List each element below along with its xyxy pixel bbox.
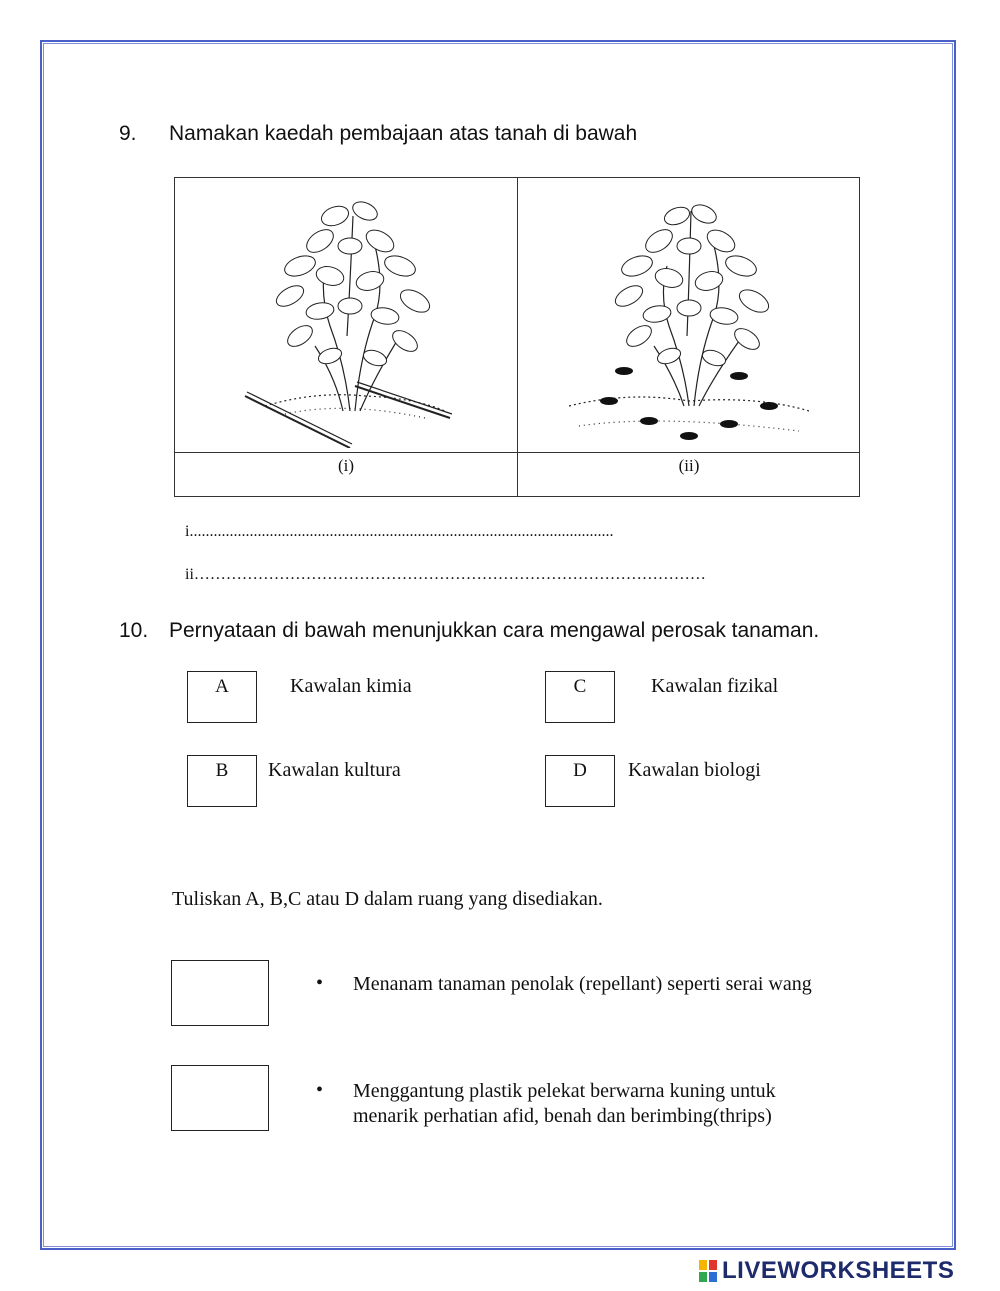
plant-with-surface-band-fertilizer-icon [225, 186, 465, 448]
option-label-c: Kawalan fizikal [651, 675, 779, 697]
answer-box-1[interactable] [171, 960, 269, 1026]
plant-with-ring-hole-fertilizer-icon [559, 196, 819, 448]
answer-line-i[interactable]: i.......................................................................................................... [185, 523, 614, 540]
question-10-text: Pernyataan di bawah menunjukkan cara mengawal perosak tanaman. [169, 619, 820, 642]
figure-caption-i: (i) [337, 456, 355, 475]
instruction-text: Tuliskan A, B,C atau D dalam ruang yang disediakan. [172, 888, 603, 910]
question-10-number: 10. [119, 619, 149, 642]
question-9-number: 9. [119, 122, 137, 145]
statement-2-line1: Menggantung plastik pelekat berwarna kuning untuk [353, 1080, 776, 1102]
option-label-d: Kawalan biologi [628, 759, 761, 781]
bullet-icon: • [316, 972, 324, 994]
liveworksheets-logo[interactable] [698, 1257, 954, 1285]
option-box-a: A [187, 671, 257, 723]
brand-name: LIVEWORKSHEETS [722, 1257, 955, 1284]
statement-1-text: Menanam tanaman penolak (repellant) seperti serai wang [353, 973, 812, 995]
liveworksheets-grid-icon [698, 1259, 718, 1283]
option-label-b: Kawalan kultura [268, 759, 401, 781]
statement-2-line2: menarik perhatian afid, benah dan berimbing(thrips) [353, 1105, 772, 1127]
answer-box-2[interactable] [171, 1065, 269, 1131]
option-box-b: B [187, 755, 257, 807]
option-box-d: D [545, 755, 615, 807]
option-box-c: C [545, 671, 615, 723]
bullet-icon: • [316, 1079, 324, 1101]
figure-caption-ii: (ii) [678, 456, 700, 475]
question-9-text: Namakan kaedah pembajaan atas tanah di bawah [169, 122, 638, 145]
option-label-a: Kawalan kimia [290, 675, 412, 697]
answer-line-ii[interactable]: ii…………………………………………………………………………………… [185, 566, 706, 583]
figure-table [174, 177, 860, 497]
